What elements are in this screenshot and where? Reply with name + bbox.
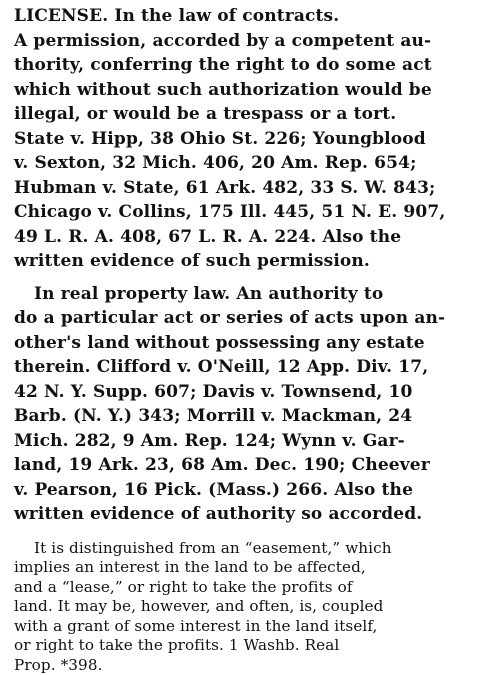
text-line: Mich. 282, 9 Am. Rep. 124; Wynn v. Gar-	[14, 429, 486, 454]
text-line: written evidence of such permission.	[14, 249, 486, 274]
text-line: State v. Hipp, 38 Ohio St. 226; Youngblood	[14, 127, 486, 152]
text-line: therein. Clifford v. O'Neill, 12 App. Div. 17,	[14, 355, 486, 380]
text-line: which without such authorization would be	[14, 78, 486, 103]
paragraph-gap	[14, 527, 486, 539]
text-line: LICENSE. In the law of contracts.	[14, 4, 486, 29]
text-line: implies an interest in the land to be affected,	[14, 558, 486, 578]
text-line: other's land without possessing any estate	[14, 331, 486, 356]
text-line: and a “lease,” or right to take the profits of	[14, 578, 486, 598]
text-line: Barb. (N. Y.) 343; Morrill v. Mackman, 24	[14, 404, 486, 429]
text-line: with a grant of some interest in the land itself,	[14, 617, 486, 637]
text-line: v. Sexton, 32 Mich. 406, 20 Am. Rep. 654;	[14, 151, 486, 176]
text-line: Chicago v. Collins, 175 Ill. 445, 51 N. E. 907,	[14, 200, 486, 225]
text-line: A permission, accorded by a competent au-	[14, 29, 486, 54]
text-line: land. It may be, however, and often, is, coupled	[14, 597, 486, 617]
text-line: 42 N. Y. Supp. 607; Davis v. Townsend, 10	[14, 380, 486, 405]
text-line: v. Pearson, 16 Pick. (Mass.) 266. Also the	[14, 478, 486, 503]
definition-real-property	[14, 282, 486, 527]
distinction-note	[14, 539, 486, 675]
text-line: thority, conferring the right to do some act	[14, 53, 486, 78]
text-line: In real property law. An authority to	[14, 282, 486, 307]
text-line: land, 19 Ark. 23, 68 Am. Dec. 190; Cheever	[14, 453, 486, 478]
text-line: do a particular act or series of acts upon an-	[14, 306, 486, 331]
definition-contracts	[14, 4, 486, 274]
text-line: or right to take the profits. 1 Washb. Real	[14, 636, 486, 656]
text-line: It is distinguished from an “easement,” which	[14, 539, 486, 559]
text-line: Hubman v. State, 61 Ark. 482, 33 S. W. 843;	[14, 176, 486, 201]
paragraph-gap	[14, 274, 486, 282]
text-line: Prop. *398.	[14, 656, 486, 675]
text-line: illegal, or would be a trespass or a tort.	[14, 102, 486, 127]
text-line: 49 L. R. A. 408, 67 L. R. A. 224. Also the	[14, 225, 486, 250]
text-line: written evidence of authority so accorded.	[14, 502, 486, 527]
